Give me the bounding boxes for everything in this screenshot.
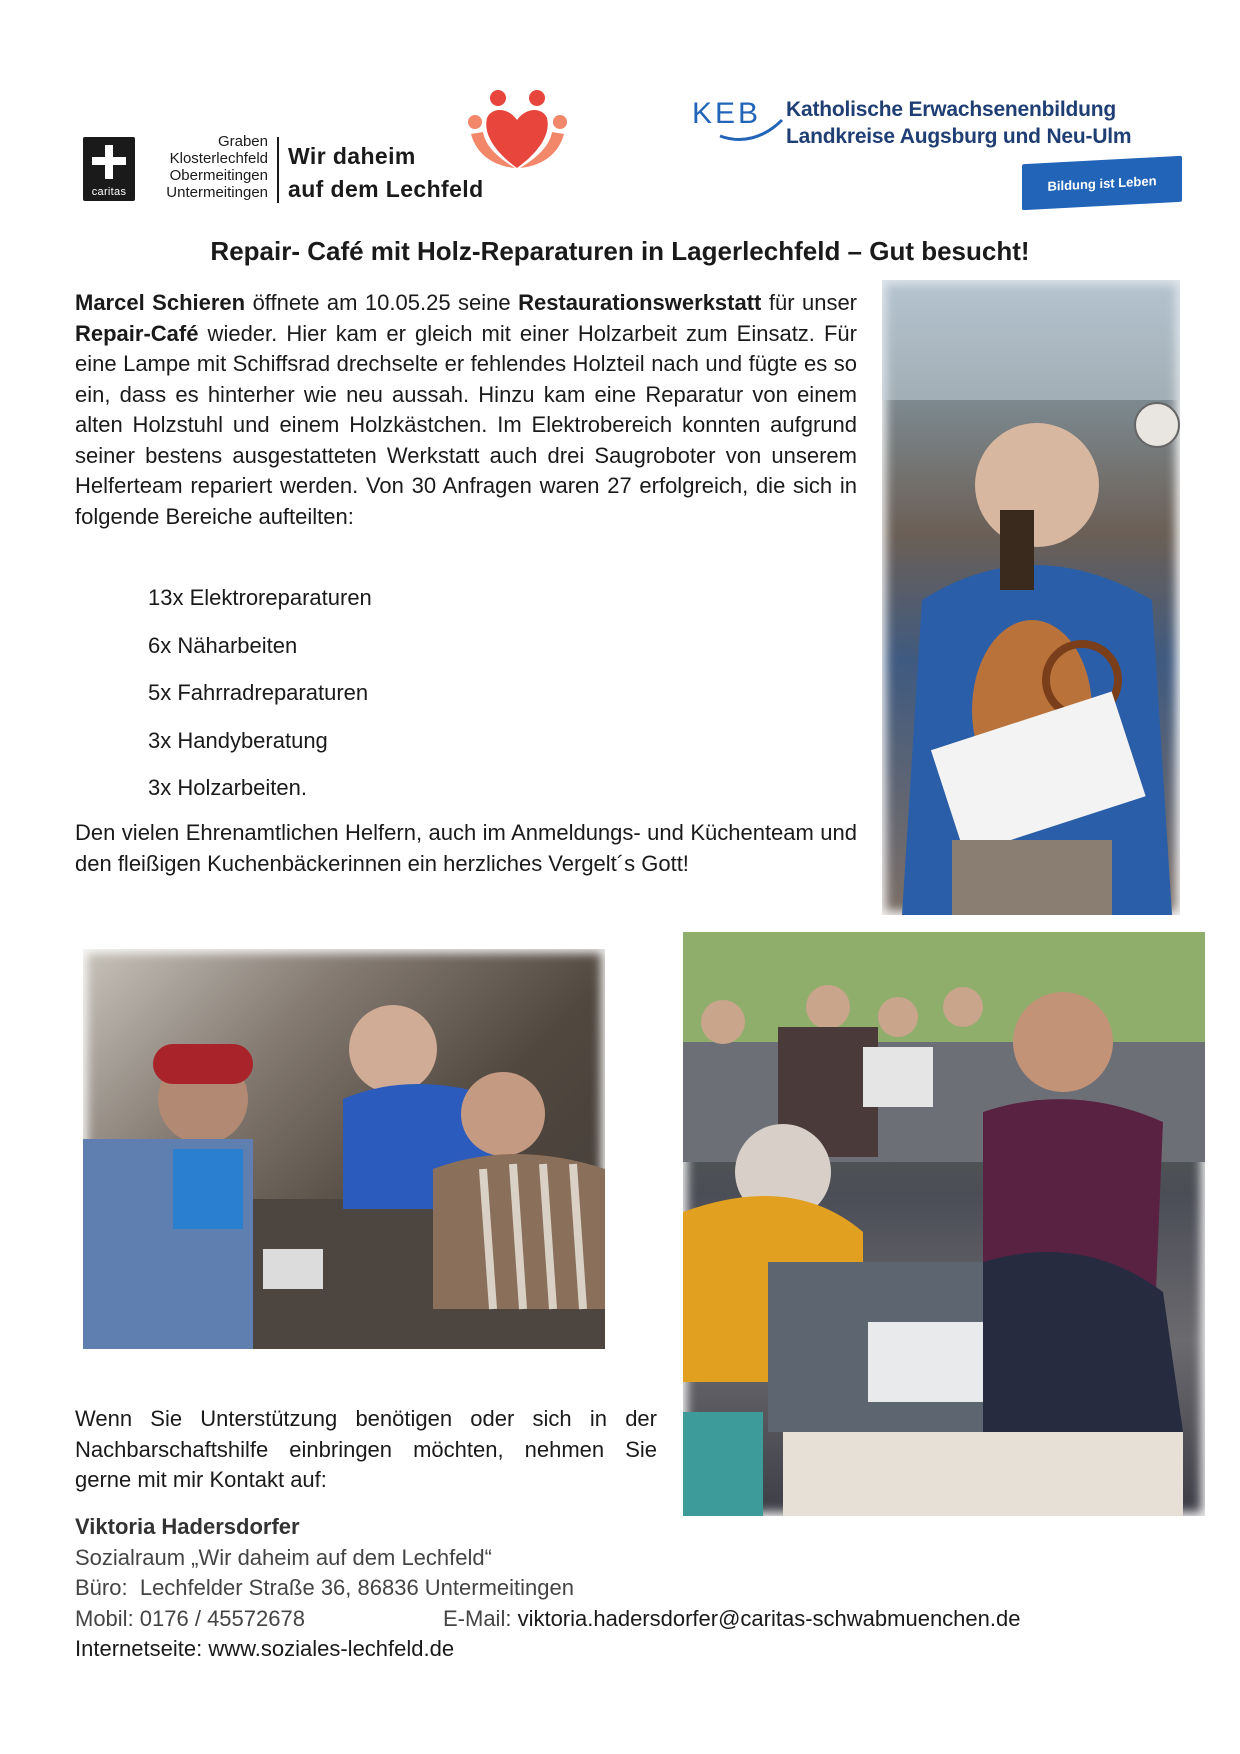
intro-text: wieder. Hier kam er gleich mit einer Holzarbeit zum Einsatz. Für eine Lampe mit Schiffsrad drechselte er fehlendes Holzteil nach und fügte es so ein, dass es hinterher wie neu aussah. Hinzu kam eine Reparatur von einem alten Holzstuhl und einem Holzkästchen. Im Elektrobereich konnten aufgrund seiner bestens ausgestatteten Werkstatt auch drei Saugroboter von unserem Helferteam repariert werden. Von 30 Anfragen waren 27 erfolgreich, die sich in folgende Bereiche aufteilten: xyxy=(75,320,857,529)
workshop-name: Restaurationswerkstatt xyxy=(518,290,762,315)
cafe-name: Repair-Café xyxy=(75,320,199,346)
office-address: Lechfelder Straße 36, 86836 Untermeitingen xyxy=(139,1575,574,1600)
photo-workbench xyxy=(83,949,605,1349)
place-name: Untermeitingen xyxy=(166,184,268,201)
caritas-logo xyxy=(83,137,135,201)
contact-invitation: Wenn Sie Unterstützung benötigen oder sich in der Nachbarschaftshilfe einbringen möchten, nehmen Sie gerne mit mir Kontakt auf: xyxy=(75,1406,657,1492)
repair-stats-list xyxy=(148,583,372,821)
person-name: Marcel Schieren xyxy=(75,290,246,315)
people-heart-icon xyxy=(465,86,570,171)
contact-mobile: Mobil: 0176 / 45572678 xyxy=(75,1605,305,1631)
contact-block xyxy=(75,1512,1020,1665)
contact-office xyxy=(75,1573,1020,1604)
contact-phone-email xyxy=(75,1604,1020,1635)
caritas-brand-text: caritas xyxy=(91,186,127,198)
place-name: Graben xyxy=(217,133,268,150)
list-item: 3x Holzarbeiten. xyxy=(148,775,307,800)
email-link[interactable]: viktoria.hadersdorfer@caritas-schwabmuenchen.de xyxy=(517,1605,1021,1631)
keb-title: Katholische Erwachsenenbildung xyxy=(786,98,1117,121)
web-label: Internetseite: xyxy=(75,1636,209,1661)
keb-logo xyxy=(692,96,787,146)
wdadl-line2: auf dem Lechfeld xyxy=(288,176,484,202)
list-item: 6x Näharbeiten xyxy=(148,632,298,658)
keb-letters: KEB xyxy=(692,97,762,130)
intro-text: öffnete am 10.05.25 seine xyxy=(245,290,519,315)
list-item: 5x Fahrradreparaturen xyxy=(148,680,369,705)
place-name: Klosterlechfeld xyxy=(169,150,268,167)
photo-outdoor-sewing xyxy=(683,932,1205,1516)
office-label: Büro: xyxy=(75,1575,128,1600)
header-divider xyxy=(277,137,279,203)
keb-subtitle: Landkreise Augsburg und Neu-Ulm xyxy=(786,125,1132,148)
contact-org: Sozialraum „Wir daheim auf dem Lechfeld“ xyxy=(75,1544,492,1570)
thanks-paragraph: Den vielen Ehrenamtlichen Helfern, auch im Anmeldungs- und Küchenteam und den fleißigen Kuchenbäckerinnen ein herzliches Vergelt´s Gott! xyxy=(75,820,857,876)
wir-daheim-logo-text xyxy=(288,140,484,206)
wdadl-line1: Wir daheim xyxy=(288,143,416,169)
intro-paragraph xyxy=(75,288,857,532)
page-title: Repair- Café mit Holz-Reparaturen in Lagerlechfeld – Gut besucht! xyxy=(210,236,1030,266)
place-name: Obermeitingen xyxy=(169,167,268,184)
intro-text: für unser xyxy=(761,290,858,315)
email-label: E-Mail: xyxy=(443,1605,518,1631)
places-list xyxy=(140,133,268,201)
list-item: 3x Handyberatung xyxy=(148,727,328,753)
keb-badge: Bildung ist Leben xyxy=(1022,156,1182,210)
web-link[interactable]: www.soziales-lechfeld.de xyxy=(208,1636,455,1661)
photo-lamp-repair xyxy=(882,280,1180,915)
contact-web xyxy=(75,1634,1020,1665)
contact-name: Viktoria Hadersdorfer xyxy=(75,1514,300,1539)
list-item: 13x Elektroreparaturen xyxy=(148,585,372,610)
